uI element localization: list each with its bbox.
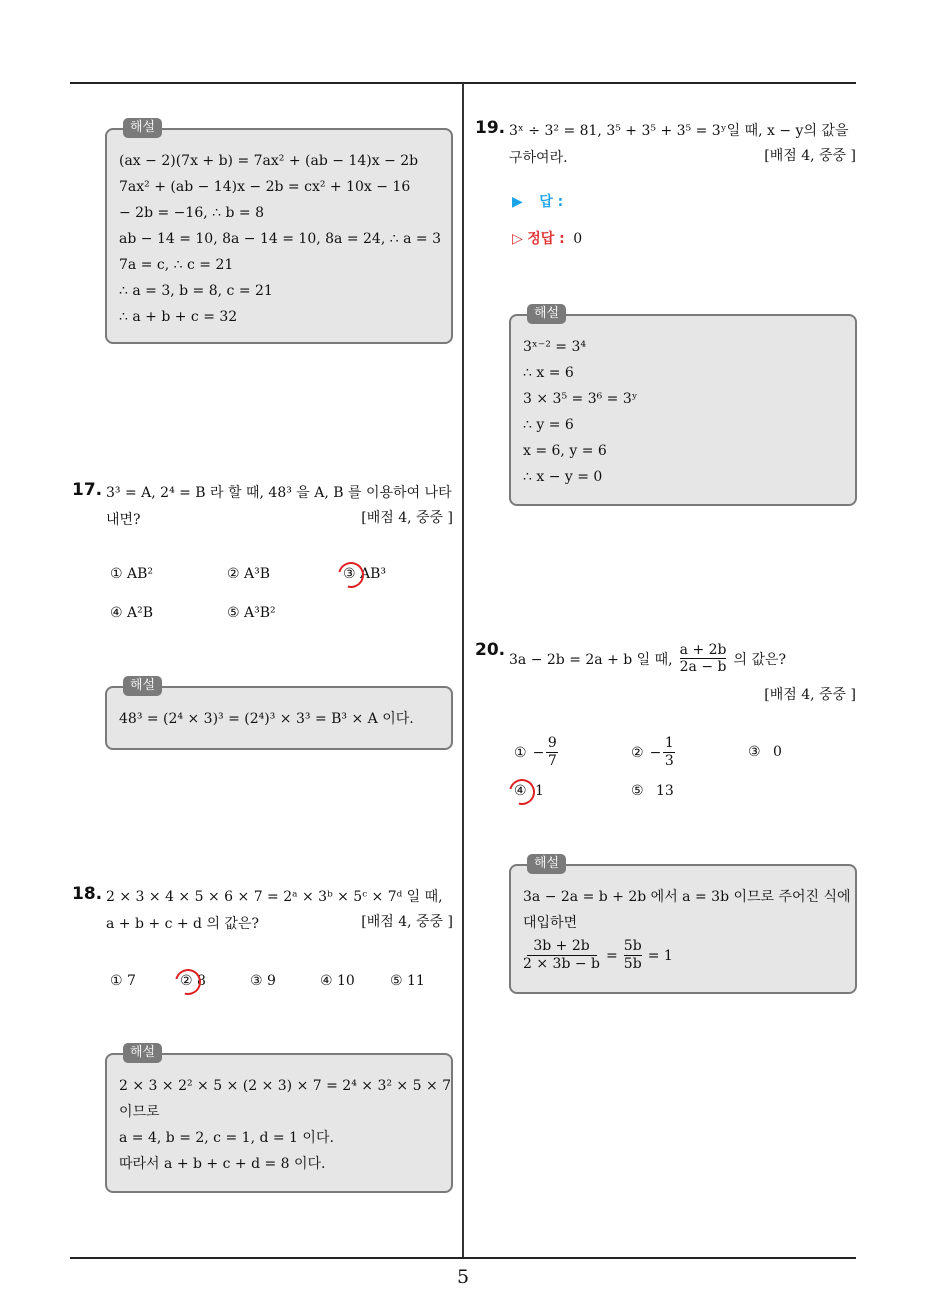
- column-divider: [462, 83, 464, 1258]
- choice-4[interactable]: ④ 10: [320, 973, 355, 989]
- choice-value: 1: [535, 783, 544, 799]
- solution-box-20: [509, 856, 857, 994]
- solution-tag: 해설: [527, 304, 566, 324]
- solution-line: 3a − 2a = b + 2b 에서 a = 3b 이므로 주어진 식에: [523, 889, 851, 905]
- question-19: [475, 118, 860, 178]
- solution-line: ∴ x − y = 0: [523, 469, 603, 485]
- result: = 1: [647, 947, 673, 964]
- solution-line: ∴ x = 6: [523, 365, 574, 381]
- fraction-denominator: 2 × 3b − b: [523, 956, 600, 972]
- correct-answer-row: [512, 228, 582, 248]
- choice-1[interactable]: ① 7: [110, 973, 136, 989]
- page-number: 5: [456, 1266, 470, 1288]
- solution-line: 7ax² + (ab − 14)x − 2b = cx² + 10x − 16: [119, 179, 411, 195]
- solution-line: − 2b = −16, ∴ b = 8: [119, 205, 264, 221]
- answer-row: [512, 191, 563, 211]
- choice-sign: −: [532, 744, 545, 761]
- choice-value: 0: [773, 744, 782, 760]
- fraction-numerator: 5b: [623, 938, 642, 954]
- solution-tag: 해설: [123, 1043, 162, 1063]
- solution-line: 7a = c, ∴ c = 21: [119, 257, 234, 273]
- solution-equation: [523, 938, 843, 973]
- solution-line: a = 4, b = 2, c = 1, d = 1 이다.: [119, 1130, 334, 1146]
- question-points: [배점 4, 중중 ]: [361, 914, 453, 930]
- fraction-numerator: 3b + 2b: [533, 938, 590, 954]
- fraction-denominator: 3: [664, 753, 674, 769]
- choice-3[interactable]: ③ AB³: [343, 566, 387, 582]
- fraction-numerator: 9: [547, 735, 557, 751]
- question-text: 3ˣ ÷ 3² = 81, 3⁵ + 3⁵ + 3⁵ = 3ʸ일 때, x − y의 값을 구하여라.: [509, 123, 849, 166]
- question-number: 19.: [475, 118, 506, 138]
- fraction-numerator: 1: [664, 735, 674, 751]
- solution-box-17: [105, 678, 453, 750]
- solution-line: 이므로: [119, 1104, 160, 1120]
- equals-sign: =: [606, 947, 618, 964]
- answer-mark: [504, 774, 540, 810]
- solution-box-16: [105, 120, 453, 344]
- question-17: [72, 480, 457, 540]
- choice-2[interactable]: ② A³B: [227, 566, 271, 582]
- question-text-post: 의 값은?: [733, 651, 787, 668]
- solution-line: 2 × 3 × 2² × 5 × (2 × 3) × 7 = 2⁴ × 3² × 5 × 7: [119, 1078, 452, 1094]
- choice-mark: ②: [631, 744, 644, 761]
- question-points: [배점 4, 중중 ]: [361, 510, 453, 526]
- solution-line: ∴ a = 3, b = 8, c = 21: [119, 283, 273, 299]
- question-text: 3³ = A, 2⁴ = B 라 할 때, 48³ 을 A, B 를 이용하여 나타내면?: [106, 485, 452, 528]
- fraction: [546, 735, 558, 770]
- choice-mark: ④: [514, 783, 527, 799]
- choice-4[interactable]: ④ A²B: [110, 605, 154, 621]
- question-points: [배점 4, 중중 ]: [764, 687, 856, 703]
- question-number: 18.: [72, 884, 103, 904]
- choice-2[interactable]: [631, 735, 675, 770]
- solution-line: 따라서 a + b + c + d = 8 이다.: [119, 1156, 326, 1172]
- question-points: [배점 4, 중중 ]: [764, 148, 856, 164]
- play-triangle-icon: ▶: [512, 194, 523, 210]
- fraction: [663, 735, 675, 770]
- question-number: 17.: [72, 480, 103, 500]
- outline-triangle-icon: ▷: [512, 231, 523, 247]
- solution-line: 3ˣ⁻² = 3⁴: [523, 339, 586, 355]
- choice-mark: ③: [748, 744, 761, 760]
- choice-mark: ⑤: [631, 783, 644, 799]
- solution-line: 48³ = (2⁴ × 3)³ = (2⁴)³ × 3³ = B³ × A 이다.: [119, 711, 414, 727]
- question-text: [509, 642, 786, 675]
- choice-3[interactable]: ③ 9: [250, 973, 276, 989]
- question-text-pre: 3a − 2b = 2a + b 일 때,: [509, 651, 673, 668]
- solution-line: 3 × 3⁵ = 3⁶ = 3ʸ: [523, 391, 638, 407]
- choice-value: 13: [656, 783, 674, 799]
- solution-line: ∴ a + b + c = 32: [119, 309, 238, 325]
- correct-label: 정답 :: [527, 231, 565, 247]
- choice-2[interactable]: ② 8: [180, 973, 206, 989]
- choice-5[interactable]: [631, 783, 674, 799]
- solution-line: 대입하면: [523, 915, 578, 931]
- solution-tag: 해설: [123, 118, 162, 138]
- solution-tag: 해설: [527, 854, 566, 874]
- question-20: [475, 640, 860, 710]
- question-number: 20.: [475, 640, 506, 660]
- fraction-denominator: 5b: [623, 956, 642, 972]
- correct-value: 0: [573, 231, 583, 247]
- solution-box-18: [105, 1045, 453, 1193]
- choice-mark: ①: [514, 744, 527, 761]
- solution-line: x = 6, y = 6: [523, 443, 607, 459]
- question-18: [72, 884, 457, 944]
- solution-line: ∴ y = 6: [523, 417, 574, 433]
- solution-line: ab − 14 = 10, 8a − 14 = 10, 8a = 24, ∴ a = 3: [119, 231, 441, 247]
- fraction: [624, 938, 642, 973]
- choice-sign: −: [649, 744, 662, 761]
- answer-label: 답 :: [539, 194, 564, 210]
- answer-mark: [333, 557, 369, 593]
- bottom-rule: [70, 1257, 856, 1259]
- choice-1[interactable]: [514, 735, 558, 770]
- fraction-denominator: 7: [547, 753, 557, 769]
- fraction-denominator: 2a − b: [679, 659, 727, 675]
- solution-line: (ax − 2)(7x + b) = 7ax² + (ab − 14)x − 2b: [119, 153, 419, 169]
- choice-5[interactable]: ⑤ A³B²: [227, 605, 276, 621]
- choice-5[interactable]: ⑤ 11: [390, 973, 425, 989]
- fraction: [680, 642, 727, 675]
- question-text: 2 × 3 × 4 × 5 × 6 × 7 = 2ᵃ × 3ᵇ × 5ᶜ × 7ᵈ 일 때, a + b + c + d 의 값은?: [106, 889, 443, 932]
- fraction-numerator: a + 2b: [679, 642, 727, 658]
- fraction: [523, 938, 600, 973]
- choice-1[interactable]: ① AB²: [110, 566, 154, 582]
- answer-mark: [170, 964, 206, 1000]
- solution-box-19: [509, 306, 857, 506]
- solution-tag: 해설: [123, 676, 162, 696]
- choice-3[interactable]: [748, 744, 782, 760]
